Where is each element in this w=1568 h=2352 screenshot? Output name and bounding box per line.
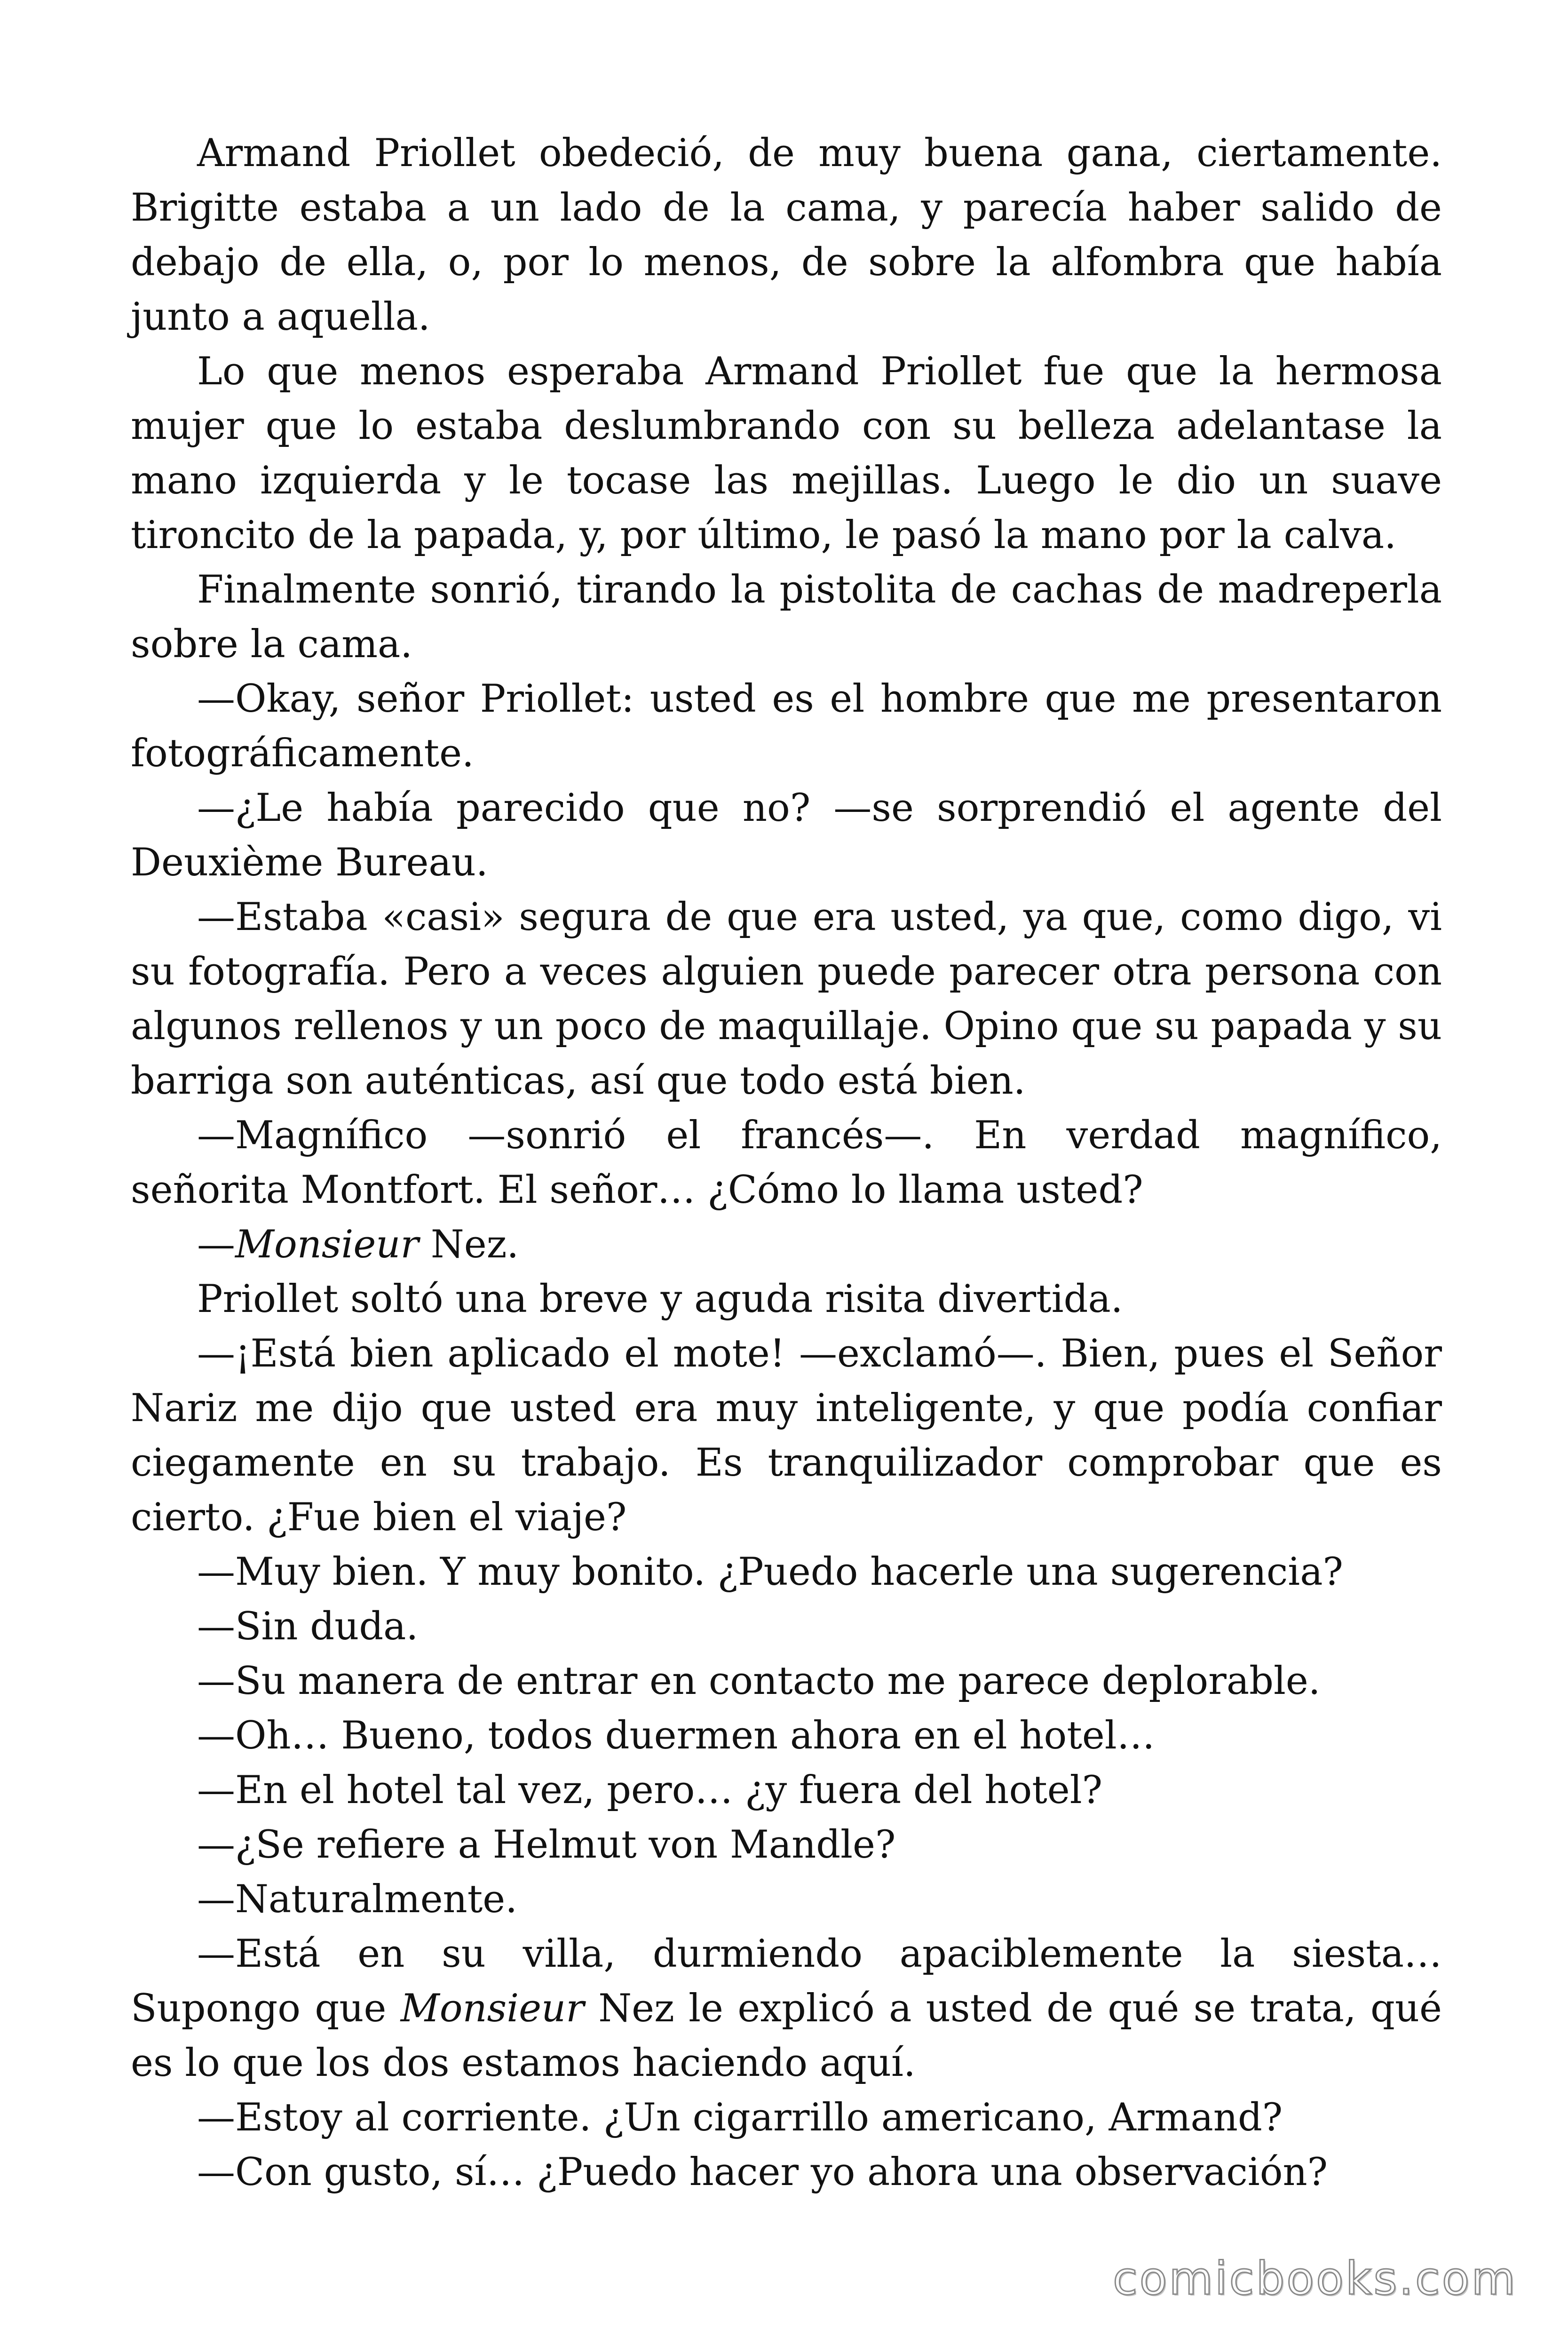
paragraph: —Sin duda. <box>197 1605 419 1649</box>
paragraph: —¡Está bien aplicado el mote! —exclamó—. Bien, pues el Señor Nariz me dijo que usted era muy inteligente, y que podía confiar ciegamente en su trabajo. Es tranquilizador comprobar que es cierto. ¿Fue bien el viaje? <box>131 1332 1442 1540</box>
paragraph: —Con gusto, sí… ¿Puedo hacer yo ahora una observación? <box>197 2150 1328 2194</box>
italic-word: Monsieur <box>235 1223 419 1267</box>
paragraph: Armand Priollet obedeció, de muy buena gana, ciertamente. Brigitte estaba a un lado de la cama, y parecía haber salido de debajo de ella, o, por lo menos, de sobre la alfombra que había junto a aquella. <box>131 131 1442 339</box>
paragraph: —Naturalmente. <box>197 1877 517 1922</box>
paragraph: —Magnífico —sonrió el francés—. En verdad magnífico, señorita Montfort. El señor… ¿Cómo lo llama usted? <box>131 1113 1442 1212</box>
italic-word: Monsieur <box>400 1986 584 2031</box>
paragraph-text: Nez. <box>419 1223 519 1267</box>
page-text <box>131 126 1442 2200</box>
paragraph: —Oh… Bueno, todos duermen ahora en el hotel… <box>197 1714 1155 1758</box>
paragraph: Lo que menos esperaba Armand Priollet fue que la hermosa mujer que lo estaba deslumbrando con su belleza adelantase la mano izquierda y le tocase las mejillas. Luego le dio un suave tironcito de la papada, y, por último, le pasó la mano por la calva. <box>131 350 1442 557</box>
paragraph <box>131 1217 1442 1272</box>
paragraph: —¿Le había parecido que no? —se sorprendió el agente del Deuxième Bureau. <box>131 786 1442 885</box>
watermark-logo: comicbooks.com <box>1112 2252 1517 2305</box>
paragraph-text: —Está en su villa, durmiendo apaciblemente la siesta… Supongo que <box>131 1932 1442 2031</box>
paragraph: Priollet soltó una breve y aguda risita divertida. <box>197 1277 1123 1321</box>
paragraph: —En el hotel tal vez, pero… ¿y fuera del hotel? <box>197 1768 1103 1812</box>
paragraph: —Muy bien. Y muy bonito. ¿Puedo hacerle una sugerencia? <box>197 1550 1343 1594</box>
paragraph: —Estoy al corriente. ¿Un cigarrillo americano, Armand? <box>197 2096 1283 2140</box>
paragraph: —¿Se refiere a Helmut von Mandle? <box>197 1823 896 1867</box>
dialogue-dash: — <box>197 1223 235 1267</box>
paragraph: —Estaba «casi» segura de que era usted, ya que, como digo, vi su fotografía. Pero a veces alguien puede parecer otra persona con algunos rellenos y un poco de maquillaje. Opino que su papada y su barriga son auténticas, así que todo está bien. <box>131 895 1442 1103</box>
paragraph-text: Nez le explicó a usted de qué se trata, qué es lo que los dos estamos haciendo aquí. <box>131 1986 1442 2085</box>
paragraph: —Su manera de entrar en contacto me parece deplorable. <box>197 1659 1321 1703</box>
paragraph: Finalmente sonrió, tirando la pistolita de cachas de madreperla sobre la cama. <box>131 568 1442 667</box>
paragraph: —Okay, señor Priollet: usted es el hombre que me presentaron fotográficamente. <box>131 677 1442 776</box>
paragraph <box>131 1927 1442 2090</box>
